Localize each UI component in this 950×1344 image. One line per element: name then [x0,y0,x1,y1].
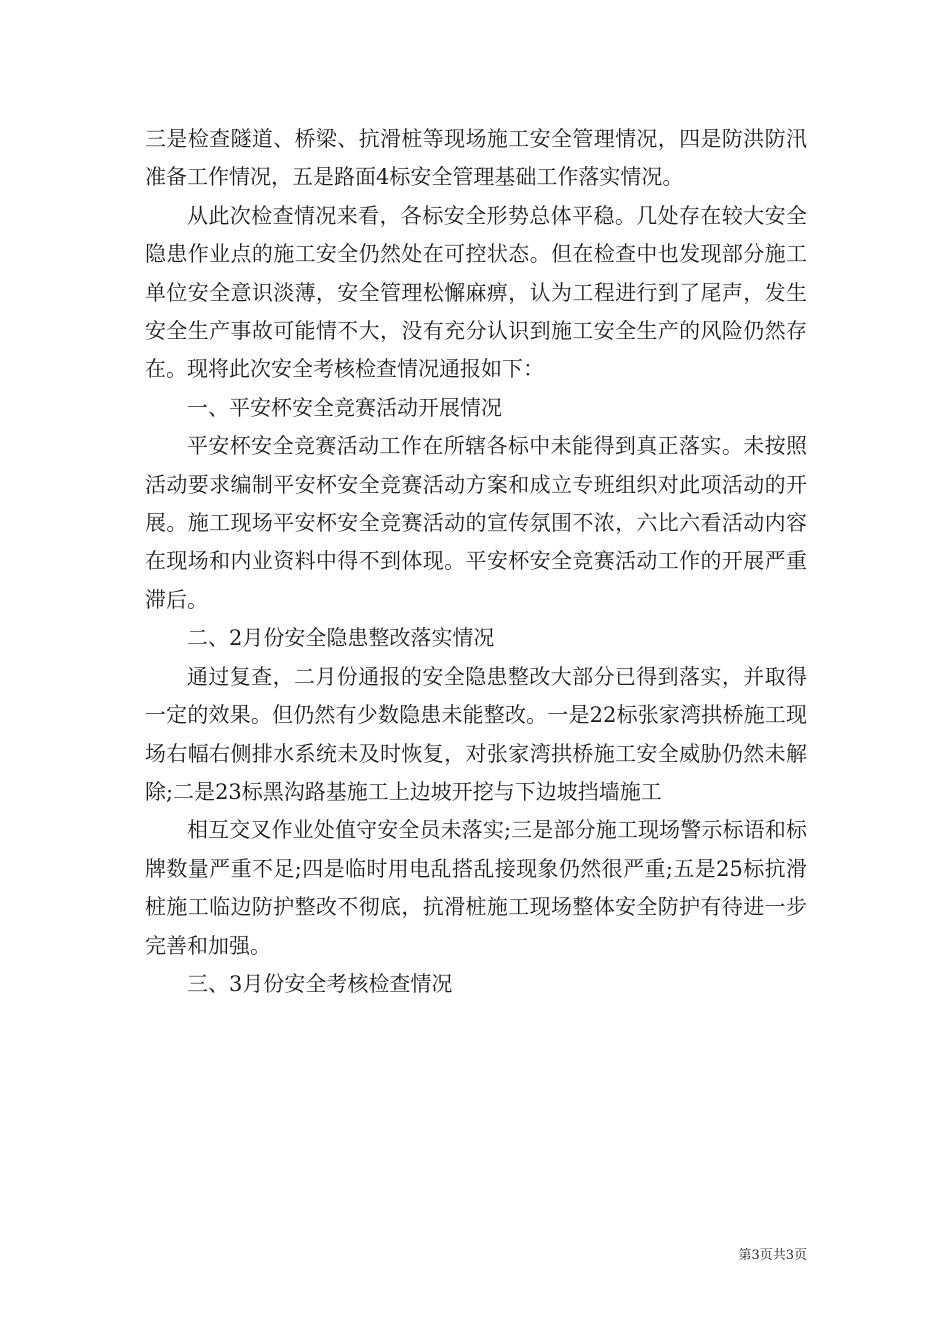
paragraph-section-2: 通过复查，二月份通报的安全隐患整改大部分已得到落实，并取得一定的效果。但仍然有少数隐患未能整改。一是22标张家湾拱桥施工现场右幅右侧排水系统未及时恢复，对张家湾拱桥施工安全威胁仍然未解除;二是23标黑沟路基施工上边坡开挖与下边坡挡墙施工 [145,664,807,804]
page-number-footer: 第3页共3页 [738,1248,807,1263]
paragraph-section-1: 平安杯安全竞赛活动工作在所辖各标中未能得到真正落实。未按照活动要求编制平安杯安全竞赛活动方案和成立专班组织对此项活动的开展。施工现场平安杯安全竞赛活动的宣传氛围不浓，六比六看活动内容在现场和内业资料中得不到体现。平安杯安全竞赛活动工作的开展严重滞后。 [145,434,807,612]
document-body [145,120,807,1003]
heading-section-3: 三、3月份安全考核检查情况 [187,971,453,996]
paragraph-inspection-items: 三是检查隧道、桥梁、抗滑桩等现场施工安全管理情况，四是防洪防汛准备工作情况，五是路面4标安全管理基础工作落实情况。 [145,127,807,190]
paragraph-inspection-summary: 从此次检查情况来看，各标安全形势总体平稳。几处存在较大安全隐患作业点的施工安全仍然处在可控状态。但在检查中也发现部分施工单位安全意识淡薄，安全管理松懈麻痹，认为工程进行到了尾声，发生安全生产事故可能情不大，没有充分认识到施工安全生产的风险仍然存在。现将此次安全考核检查情况通报如下： [145,203,807,382]
paragraph-section-2-continued: 相互交叉作业处值守安全员未落实;三是部分施工现场警示标语和标牌数量严重不足;四是临时用电乱搭乱接现象仍然很严重;五是25标抗滑桩施工临边防护整改不彻底，抗滑桩施工现场整体安全防护有待进一步完善和加强。 [145,818,807,958]
heading-section-1: 一、平安杯安全竞赛活动开展情况 [187,395,502,420]
heading-section-2: 二、2月份安全隐患整改落实情况 [187,626,495,651]
